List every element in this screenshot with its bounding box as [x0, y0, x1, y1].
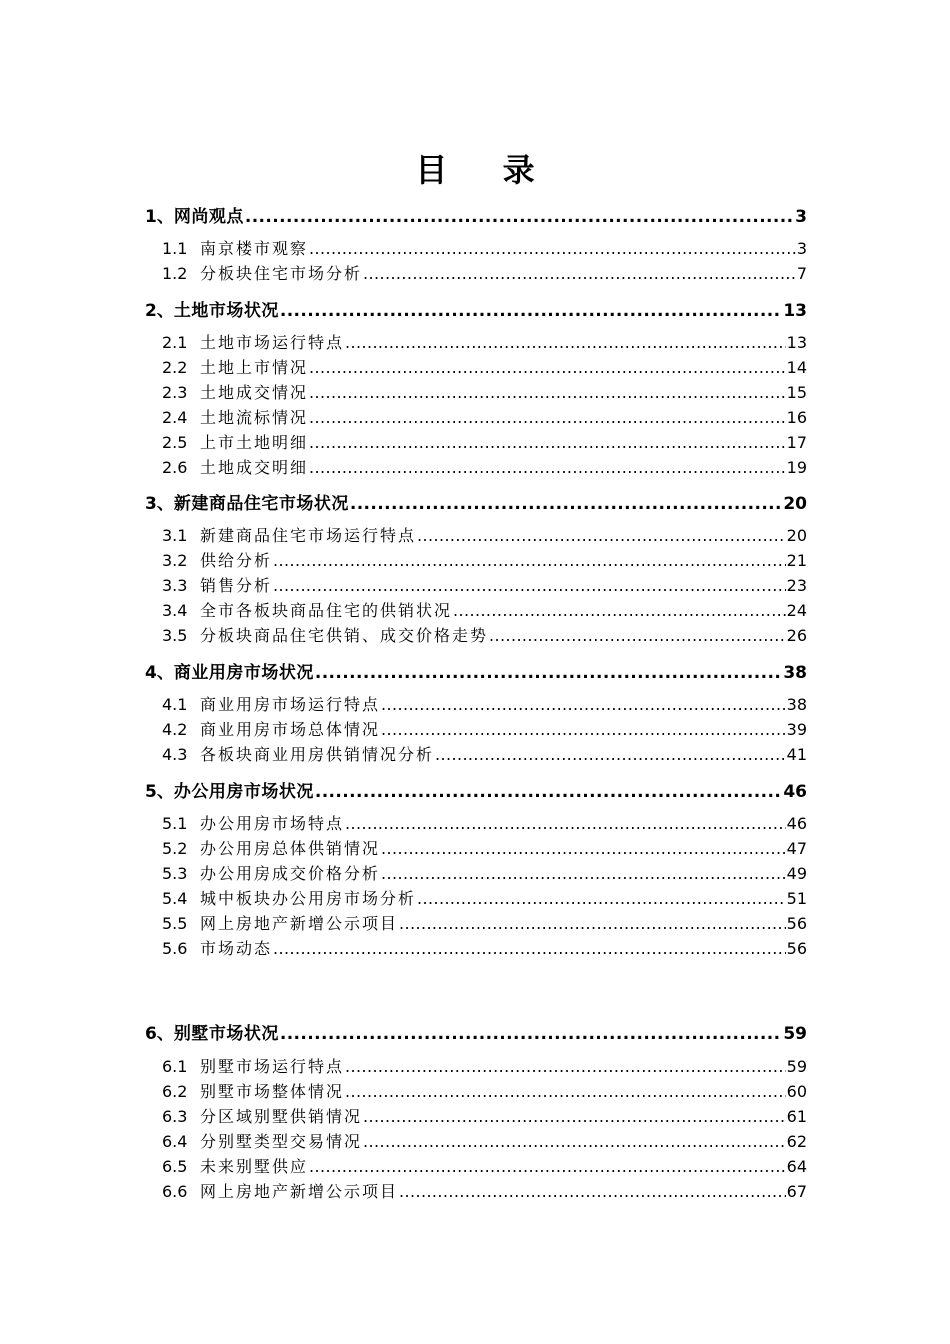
toc-entry-label: 分区域别墅供销情况: [200, 1107, 363, 1126]
toc-entry-page-number: 49: [786, 864, 807, 883]
toc-section-entry[interactable]: [162, 330, 807, 353]
toc-entry-label: 新建商品住宅市场运行特点: [200, 526, 417, 545]
dot-leader: [309, 1157, 786, 1176]
toc-section-entry[interactable]: [162, 717, 807, 740]
toc-entry-number: 2.3: [162, 383, 188, 402]
toc-entry-number: 3.3: [162, 576, 188, 595]
toc-entry-page-number: 39: [786, 720, 807, 739]
toc-section-entry[interactable]: [162, 911, 807, 934]
toc-entry-page-number: 15: [786, 383, 807, 402]
toc-entry-page-number: 46: [786, 814, 807, 833]
toc-entry-label: 商业用房市场状况: [173, 663, 314, 683]
dot-leader: [399, 914, 786, 933]
toc-entry-page-number: 56: [786, 914, 807, 933]
toc-entry-number: 6.3: [162, 1107, 188, 1126]
dot-leader: [363, 1107, 786, 1126]
toc-entry-label: 办公用房成交价格分析: [200, 864, 381, 883]
toc-entry-label: 城中板块办公用房市场分析: [200, 889, 417, 908]
toc-entry-label: 分板块商品住宅供销、成交价格走势: [200, 626, 489, 645]
toc-entry-label: 土地上市情况: [200, 358, 309, 377]
toc-entry-page-number: 46: [783, 782, 807, 802]
toc-entry-label: 土地流标情况: [200, 408, 309, 427]
toc-chapter-entry[interactable]: [145, 1019, 807, 1044]
toc-entry-number: 3.2: [162, 551, 188, 570]
toc-entry-page-number: 59: [786, 1057, 807, 1076]
dot-leader: [315, 663, 782, 683]
toc-entry-page-number: 14: [786, 358, 807, 377]
dot-leader: [381, 839, 786, 858]
toc-entry-number: 6.5: [162, 1157, 188, 1176]
dot-leader: [350, 494, 782, 514]
dot-leader: [273, 576, 786, 595]
toc-entry-number: 2.6: [162, 458, 188, 477]
toc-section-entry[interactable]: [162, 1054, 807, 1077]
toc-entry-label: 网上房地产新增公示项目: [200, 914, 399, 933]
toc-entry-number: 6.1: [162, 1057, 188, 1076]
toc-entry-number: 5.4: [162, 889, 188, 908]
toc-section-entry[interactable]: [162, 836, 807, 859]
toc-section-entry[interactable]: [162, 1179, 807, 1202]
toc-entry-number: 2、: [145, 301, 174, 321]
toc-entry-label: 未来别墅供应: [200, 1157, 309, 1176]
toc-entry-label: 销售分析: [200, 576, 273, 595]
toc-section-entry[interactable]: [162, 1129, 807, 1152]
dot-leader: [309, 408, 786, 427]
toc-section-entry[interactable]: [162, 236, 807, 259]
toc-section-entry[interactable]: [162, 355, 807, 378]
toc-entry-page-number: 67: [786, 1182, 807, 1201]
toc-section-entry[interactable]: [162, 380, 807, 403]
dot-leader: [363, 264, 796, 283]
toc-entry-number: 5.1: [162, 814, 188, 833]
toc-entry-page-number: 17: [786, 433, 807, 452]
toc-section-entry[interactable]: [162, 598, 807, 621]
toc-entry-number: 5.6: [162, 939, 188, 958]
toc-chapter-entry[interactable]: [145, 489, 807, 514]
toc-entry-number: 4.2: [162, 720, 188, 739]
toc-entry-page-number: 21: [786, 551, 807, 570]
toc-section-entry[interactable]: [162, 623, 807, 646]
toc-entry-number: 5、: [145, 782, 174, 802]
dot-leader: [417, 526, 786, 545]
dot-leader: [309, 239, 796, 258]
toc-entry-number: 2.1: [162, 333, 188, 352]
toc-entry-number: 5.3: [162, 864, 188, 883]
toc-chapter-entry[interactable]: [145, 296, 807, 321]
toc-section-entry[interactable]: [162, 430, 807, 453]
toc-entry-label: 商业用房市场总体情况: [200, 720, 381, 739]
toc-entry-label: 土地成交明细: [200, 458, 309, 477]
toc-entry-label: 土地市场状况: [173, 301, 279, 321]
toc-entry-number: 3、: [145, 494, 174, 514]
toc-entry-label: 办公用房市场特点: [200, 814, 345, 833]
dot-leader: [345, 1082, 786, 1101]
toc-entry-label: 分别墅类型交易情况: [200, 1132, 363, 1151]
toc-entry-label: 市场动态: [200, 939, 273, 958]
toc-entry-page-number: 7: [796, 264, 807, 283]
toc-entry-number: 6.6: [162, 1182, 188, 1201]
toc-entry-page-number: 64: [786, 1157, 807, 1176]
toc-entry-page-number: 61: [786, 1107, 807, 1126]
toc-entry-page-number: 13: [786, 333, 807, 352]
toc-entry-number: 2.4: [162, 408, 188, 427]
toc-entry-label: 网上房地产新增公示项目: [200, 1182, 399, 1201]
toc-entry-label: 供给分析: [200, 551, 273, 570]
toc-entry-number: 6、: [145, 1024, 174, 1044]
dot-leader: [273, 939, 786, 958]
toc-entry-label: 别墅市场状况: [173, 1024, 279, 1044]
toc-entry-label: 新建商品住宅市场状况: [173, 494, 349, 514]
toc-entry-number: 1.1: [162, 239, 188, 258]
toc-entry-number: 2.2: [162, 358, 188, 377]
toc-entry-label: 分板块住宅市场分析: [200, 264, 363, 283]
dot-leader: [315, 782, 782, 802]
toc-section-entry[interactable]: [162, 405, 807, 428]
toc-entry-number: 1、: [145, 207, 174, 227]
toc-entry-page-number: 16: [786, 408, 807, 427]
toc-entry-page-number: 3: [796, 239, 807, 258]
toc-entry-page-number: 13: [783, 301, 807, 321]
dot-leader: [345, 333, 786, 352]
toc-entry-page-number: 47: [786, 839, 807, 858]
toc-entry-label: 办公用房总体供销情况: [200, 839, 381, 858]
toc-entry-number: 1.2: [162, 264, 188, 283]
toc-entry-number: 3.4: [162, 601, 188, 620]
dot-leader: [399, 1182, 786, 1201]
toc-section-entry[interactable]: [162, 936, 807, 959]
toc-section-entry[interactable]: [162, 261, 807, 284]
toc-entry-label: 各板块商业用房供销情况分析: [200, 745, 435, 764]
toc-entry-page-number: 3: [795, 207, 807, 227]
toc-section-entry[interactable]: [162, 811, 807, 834]
page-title: 目 录: [415, 151, 557, 189]
toc-entry-page-number: 26: [786, 626, 807, 645]
toc-entry-page-number: 20: [786, 526, 807, 545]
toc-section-entry[interactable]: [162, 1104, 807, 1127]
toc-chapter-entry[interactable]: [145, 777, 807, 802]
toc-section-entry[interactable]: [162, 1079, 807, 1102]
toc-entry-number: 4.1: [162, 695, 188, 714]
toc-section-entry[interactable]: [162, 861, 807, 884]
dot-leader: [280, 1024, 782, 1044]
dot-leader: [309, 458, 786, 477]
dot-leader: [273, 551, 786, 570]
toc-entry-label: 办公用房市场状况: [173, 782, 314, 802]
toc-entry-page-number: 38: [783, 663, 807, 683]
toc-entry-page-number: 24: [786, 601, 807, 620]
toc-section-entry[interactable]: [162, 523, 807, 546]
toc-entry-page-number: 51: [786, 889, 807, 908]
dot-leader: [280, 301, 782, 321]
toc-entry-label: 网尚观点: [173, 207, 244, 227]
toc-section-entry[interactable]: [162, 1154, 807, 1177]
dot-leader: [435, 745, 786, 764]
toc-entry-number: 3.5: [162, 626, 188, 645]
dot-leader: [489, 626, 786, 645]
dot-leader: [381, 864, 786, 883]
toc-entry-number: 6.4: [162, 1132, 188, 1151]
toc-entry-label: 上市土地明细: [200, 433, 309, 452]
toc-entry-label: 商业用房市场运行特点: [200, 695, 381, 714]
toc-chapter-entry[interactable]: [145, 658, 807, 683]
toc-entry-page-number: 41: [786, 745, 807, 764]
toc-section-entry[interactable]: [162, 742, 807, 765]
toc-entry-page-number: 19: [786, 458, 807, 477]
dot-leader: [345, 814, 786, 833]
dot-leader: [245, 207, 794, 227]
dot-leader: [363, 1132, 786, 1151]
dot-leader: [381, 720, 786, 739]
dot-leader: [453, 601, 786, 620]
toc-entry-number: 5.5: [162, 914, 188, 933]
toc-entry-page-number: 23: [786, 576, 807, 595]
toc-section-entry[interactable]: [162, 573, 807, 596]
dot-leader: [309, 433, 786, 452]
toc-entry-label: 全市各板块商品住宅的供销状况: [200, 601, 453, 620]
toc-section-entry[interactable]: [162, 548, 807, 571]
toc-entry-page-number: 20: [783, 494, 807, 514]
toc-entry-page-number: 38: [786, 695, 807, 714]
toc-entry-page-number: 59: [783, 1024, 807, 1044]
toc-entry-number: 6.2: [162, 1082, 188, 1101]
toc-entry-number: 4.3: [162, 745, 188, 764]
toc-section-entry[interactable]: [162, 455, 807, 478]
dot-leader: [345, 1057, 786, 1076]
toc-entry-number: 4、: [145, 663, 174, 683]
toc-chapter-entry[interactable]: [145, 202, 807, 227]
toc-entry-number: 3.1: [162, 526, 188, 545]
toc-entry-label: 别墅市场整体情况: [200, 1082, 345, 1101]
dot-leader: [417, 889, 786, 908]
toc-entry-number: 2.5: [162, 433, 188, 452]
toc-section-entry[interactable]: [162, 886, 807, 909]
toc-entry-label: 土地市场运行特点: [200, 333, 345, 352]
toc-entry-page-number: 56: [786, 939, 807, 958]
toc-entry-label: 别墅市场运行特点: [200, 1057, 345, 1076]
toc-section-entry[interactable]: [162, 692, 807, 715]
toc-entry-label: 南京楼市观察: [200, 239, 309, 258]
dot-leader: [309, 358, 786, 377]
toc-entry-page-number: 60: [786, 1082, 807, 1101]
dot-leader: [309, 383, 786, 402]
toc-entry-number: 5.2: [162, 839, 188, 858]
toc-entry-label: 土地成交情况: [200, 383, 309, 402]
dot-leader: [381, 695, 786, 714]
toc-entry-page-number: 62: [786, 1132, 807, 1151]
